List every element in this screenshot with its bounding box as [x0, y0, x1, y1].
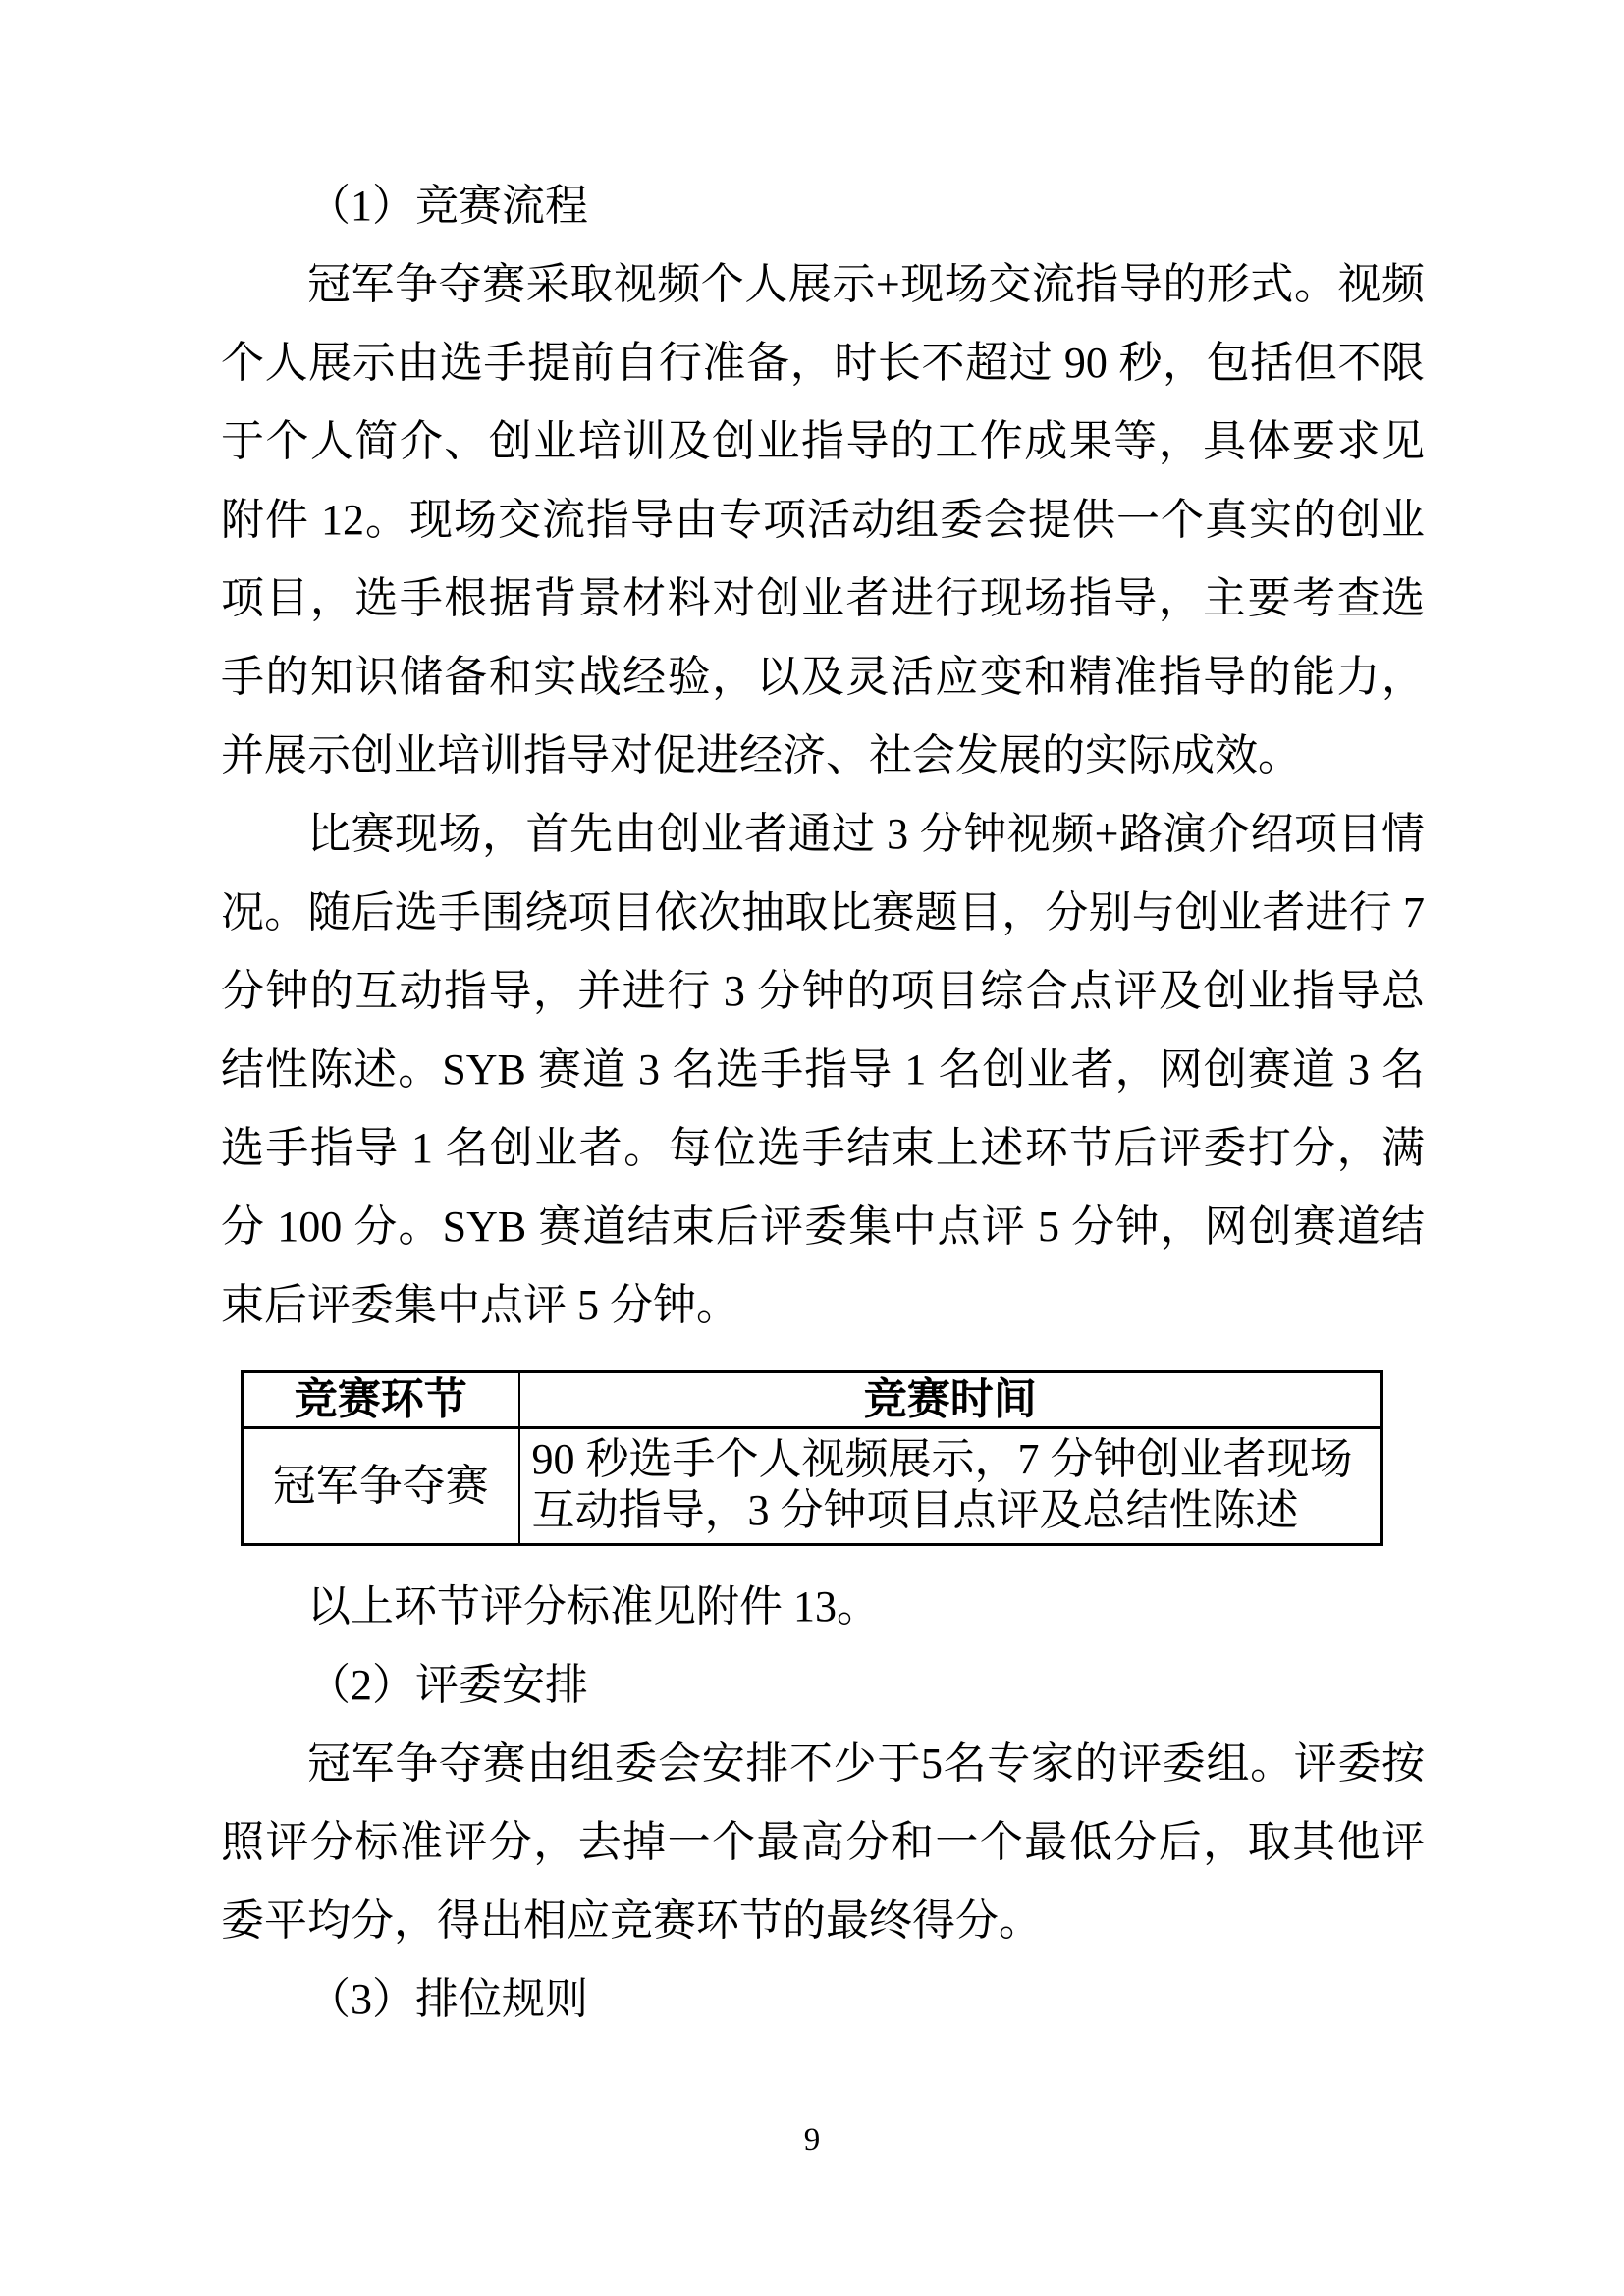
competition-schedule-table	[241, 1370, 1383, 1546]
document-body	[221, 167, 1425, 2039]
cell-stage-name: 冠军争夺赛	[243, 1428, 519, 1545]
section-heading-competition-process: （1）竞赛流程	[307, 182, 588, 230]
table-header-time: 竞赛时间	[519, 1372, 1382, 1428]
section-heading-ranking-rules: （3）排位规则	[307, 1975, 588, 2023]
section-heading-judge-arrangement: （2）评委安排	[307, 1661, 588, 1709]
paragraph-championship-format: 冠军争夺赛采取视频个人展示+现场交流指导的形式。视频个人展示由选手提前自行准备，时长不超过 90 秒，包括但不限于个人简介、创业培训及创业指导的工作成果等，具体要求见附件 12。现场交流指导由专项活动组委会提供一个真实的创业项目，选手根据背景材料对创业者进行现场指导，主要考查选手的知识储备和实战经验，以及灵活应变和精准指导的能力，并展示创业培训指导对促进经济、社会发展的实际成效。	[221, 260, 1425, 779]
paragraph-onsite-process: 比赛现场，首先由创业者通过 3 分钟视频+路演介绍项目情况。随后选手围绕项目依次抽取比赛题目，分别与创业者进行 7 分钟的互动指导，并进行 3 分钟的项目综合点评及创业指导总结性陈述。SYB 赛道 3 名选手指导 1 名创业者，网创赛道 3 名选手指导 1 名创业者。每位选手结束上述环节后评委打分，满分 100 分。SYB 赛道结束后评委集中点评 5 分钟，网创赛道结束后评委集中点评 5 分钟。	[221, 810, 1425, 1329]
page-number: 9	[803, 2122, 821, 2158]
paragraph-judge-scoring-rule: 冠军争夺赛由组委会安排不少于5名专家的评委组。评委按照评分标准评分，去掉一个最高分和一个最低分后，取其他评委平均分，得出相应竞赛环节的最终得分。	[221, 1739, 1425, 1945]
cell-stage-time: 90 秒选手个人视频展示，7 分钟创业者现场互动指导，3 分钟项目点评及总结性陈述	[519, 1428, 1382, 1545]
table-header-stage: 竞赛环节	[243, 1372, 519, 1428]
table-row	[243, 1428, 1382, 1545]
paragraph-scoring-standard-ref: 以上环节评分标准见附件 13。	[307, 1582, 880, 1630]
table-header-row	[243, 1372, 1382, 1428]
